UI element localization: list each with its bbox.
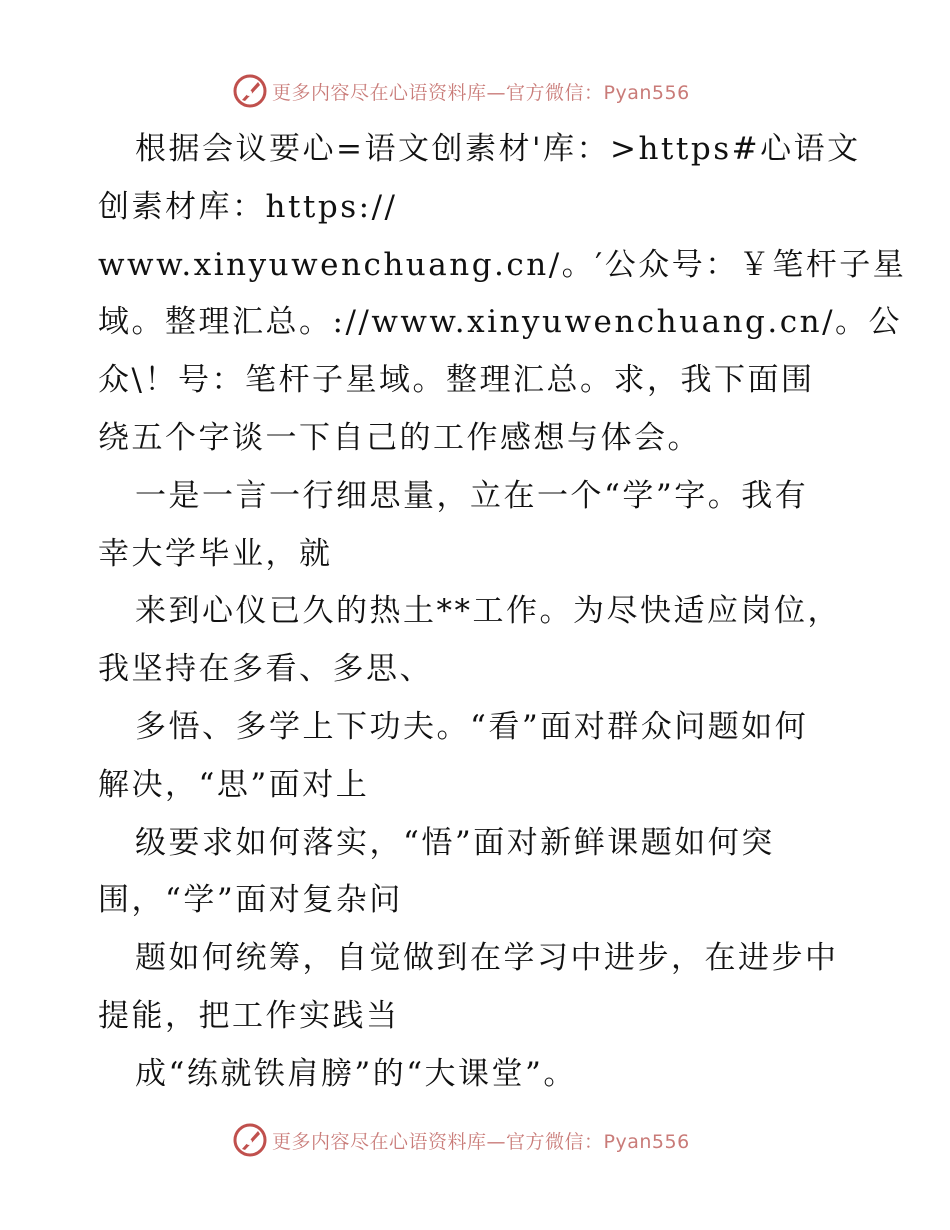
document-body: [98, 121, 907, 1104]
text-line: 级要求如何落实，“悟”面对新鲜课题如何突: [135, 824, 775, 861]
watermark-text: 更多内容尽在心语资料库—官方微信：Pyan556: [272, 81, 690, 104]
text-line: 解决，“思”面对上: [98, 766, 370, 803]
text-line: 根据会议要心=语文创素材'库：>https#心语文: [135, 131, 861, 167]
text-line: 众\！号：笔杆子星域。整理汇总。求，我下面围: [98, 362, 815, 399]
quill-circle-icon: [232, 73, 268, 109]
text-line: 创素材库：https://: [98, 188, 398, 225]
text-line: 多悟、多学上下功夫。“看”面对群众问题如何: [135, 708, 809, 745]
watermark-text: 更多内容尽在心语资料库—官方微信：Pyan556: [272, 1130, 690, 1153]
text-line: 幸大学毕业，就: [98, 535, 333, 572]
quill-circle-icon: [232, 1122, 268, 1158]
text-line: 成“练就铁肩膀”的“大课堂”。: [135, 1055, 577, 1092]
text-line: 我坚持在多看、多思、: [98, 651, 433, 688]
text-line: 一是一言一行细思量，立在一个“学”字。我有: [135, 477, 809, 514]
text-line: www.xinyuwenchuang.cn/。′公众号：￥笔杆子星: [98, 246, 907, 283]
text-line: 绕五个字谈一下自己的工作感想与体会。: [98, 419, 701, 456]
text-line: 提能，把工作实践当: [98, 997, 400, 1034]
text-line: 围，“学”面对复杂问: [98, 882, 403, 919]
footer-watermark: [232, 1120, 690, 1160]
text-line: 题如何统筹，自觉做到在学习中进步，在进步中: [135, 940, 839, 977]
text-line: 域。整理汇总。://www.xinyuwenchuang.cn/。公: [98, 304, 903, 341]
header-watermark: [232, 71, 690, 111]
text-line: 来到心仪已久的热土**工作。为尽快适应岗位，: [135, 593, 841, 630]
